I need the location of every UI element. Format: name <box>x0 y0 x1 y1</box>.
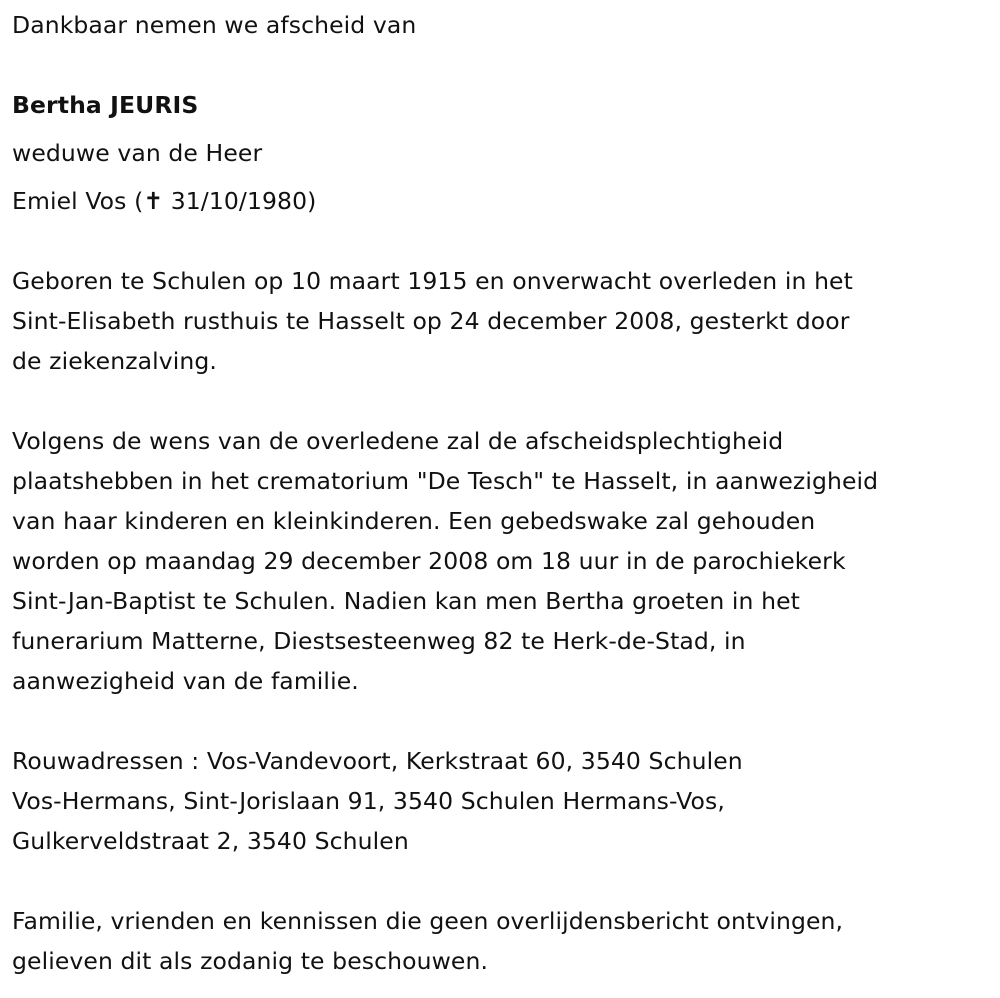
paragraph-line: Geboren te Schulen op 10 maart 1915 en onverwacht overleden in het <box>12 267 853 295</box>
paragraph-line: worden op maandag 29 december 2008 om 18 uur in de parochiekerk <box>12 547 846 575</box>
paragraph-line: Gulkerveldstraat 2, 3540 Schulen <box>12 827 409 855</box>
intro-line <box>12 5 416 45</box>
birth-death-paragraph <box>12 261 853 381</box>
intro-text: Dankbaar nemen we afscheid van <box>12 11 417 39</box>
deceased-block <box>12 85 316 221</box>
closing-paragraph <box>12 901 843 981</box>
paragraph-line: plaatshebben in het crematorium "De Tesch" te Hasselt, in aanwezigheid <box>12 467 879 495</box>
paragraph-line: de ziekenzalving. <box>12 347 217 375</box>
paragraph-line: aanwezigheid van de familie. <box>12 667 359 695</box>
paragraph-line: Volgens de wens van de overledene zal de afscheidsplechtigheid <box>12 427 784 455</box>
paragraph-line: van haar kinderen en kleinkinderen. Een gebedswake zal gehouden <box>12 507 816 535</box>
paragraph-line: funerarium Matterne, Diestsesteenweg 82 te Herk-de-Stad, in <box>12 627 746 655</box>
relation-text: weduwe van de Heer <box>12 139 263 167</box>
deceased-name: Bertha JEURIS <box>12 91 199 119</box>
paragraph-line: Familie, vrienden en kennissen die geen overlijdensbericht ontvingen, <box>12 907 844 935</box>
spouse-text: Emiel Vos (✝ 31/10/1980) <box>12 187 317 215</box>
ceremony-paragraph <box>12 421 878 701</box>
addresses-paragraph <box>12 741 743 861</box>
paragraph-line: gelieven dit als zodanig te beschouwen. <box>12 947 489 975</box>
paragraph-line: Sint-Elisabeth rusthuis te Hasselt op 24 december 2008, gesterkt door <box>12 307 850 335</box>
paragraph-line: Sint-Jan-Baptist te Schulen. Nadien kan men Bertha groeten in het <box>12 587 800 615</box>
paragraph-line: Rouwadressen : Vos-Vandevoort, Kerkstraat 60, 3540 Schulen <box>12 747 743 775</box>
paragraph-line: Vos-Hermans, Sint-Jorislaan 91, 3540 Schulen Hermans-Vos, <box>12 787 725 815</box>
